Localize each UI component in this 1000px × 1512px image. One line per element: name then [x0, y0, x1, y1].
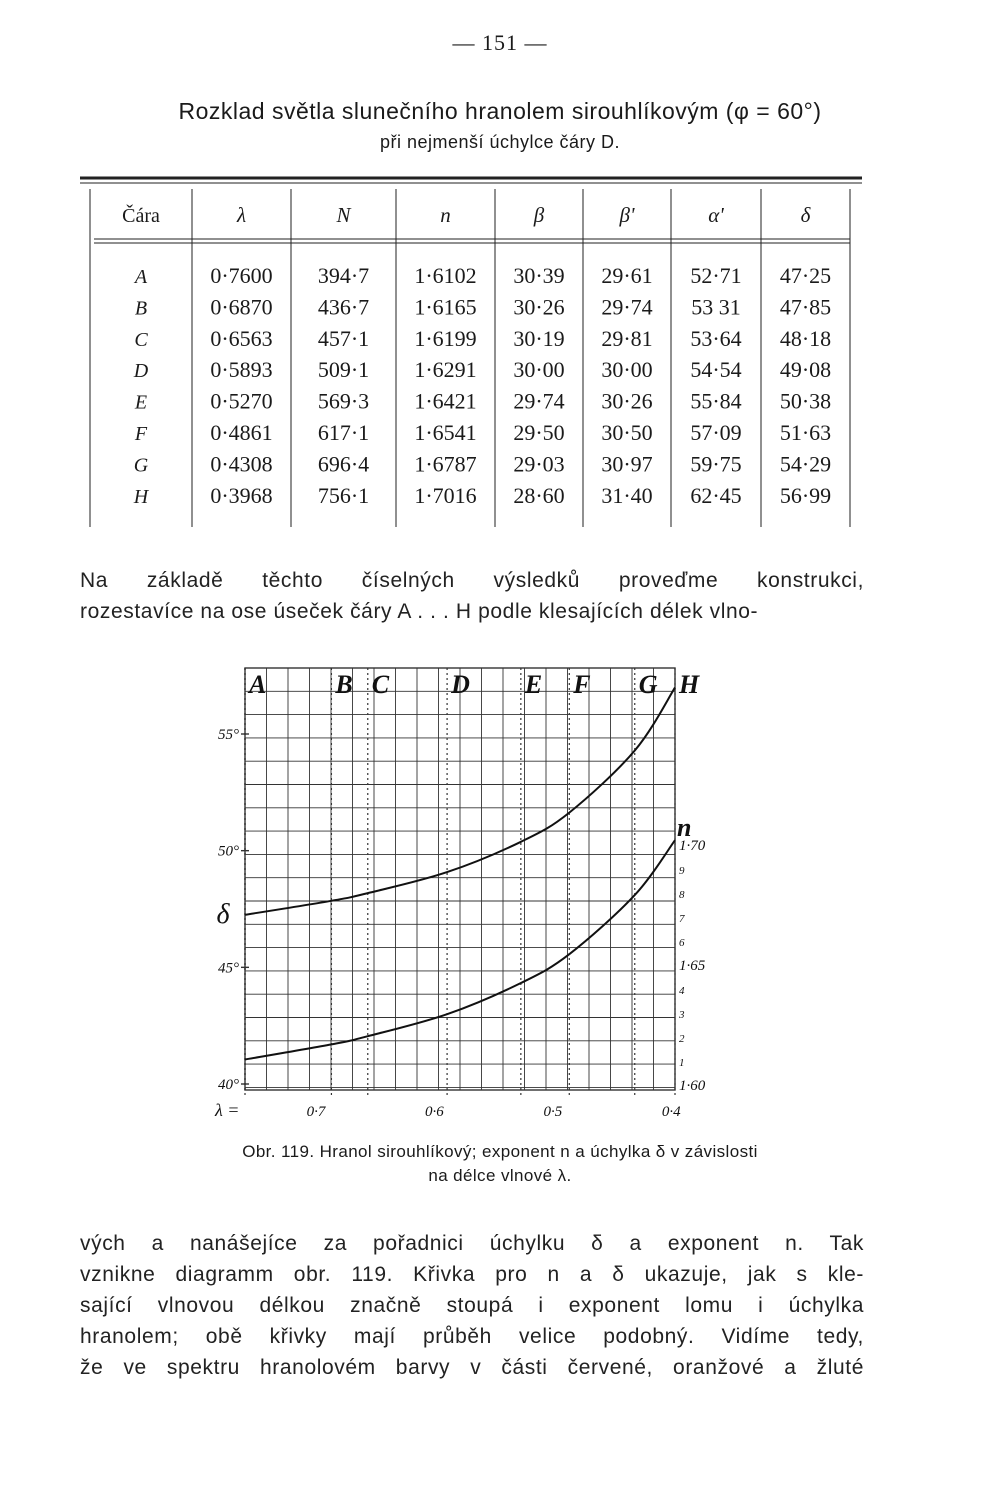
table-cell: 0·5893 [210, 357, 273, 383]
table-cell: 0·7600 [210, 263, 273, 288]
table-row-label: F [134, 423, 148, 445]
table-cell: 1·6291 [414, 357, 477, 383]
table-cell: 1·6165 [414, 294, 477, 320]
table-cell: 52·71 [690, 263, 742, 288]
figure-caption [110, 1140, 890, 1188]
table-cell: 30·00 [513, 357, 565, 383]
spectral-line-label: D [451, 670, 470, 699]
table-cell: 394·7 [317, 263, 370, 288]
table-cell: 696·4 [317, 451, 370, 477]
paragraph-2-line: hranolem; obě křivky mají průběh velice podobný. Vidíme tedy, [80, 1325, 864, 1348]
table-cell: 509·1 [317, 357, 370, 383]
data-table [80, 175, 862, 535]
paragraph-1-line: Na základě těchto číselných výsledků proveďme konstrukci, [80, 569, 864, 592]
paragraph-2-line: vznikne diagramm obr. 119. Křivka pro n a δ ukazuje, jak s kle- [80, 1263, 864, 1286]
table-row-label: E [134, 391, 148, 414]
table-cell: 57·09 [690, 420, 742, 445]
right-axis-tick-label: 8 [679, 889, 685, 901]
table-header-cell: N [336, 203, 351, 227]
table-header-cell: δ [800, 203, 811, 227]
table-cell: 30·00 [601, 357, 653, 383]
table-cell: 49·08 [779, 357, 832, 383]
right-axis-tick-label: 1·70 [679, 838, 706, 854]
table-cell: 30·26 [601, 388, 653, 414]
table-header-cell: n [440, 203, 451, 227]
table-cell: 31·40 [601, 482, 653, 508]
paragraph-1 [80, 565, 864, 627]
table-cell: 48·18 [779, 325, 832, 351]
table-cell: 569·3 [317, 388, 370, 414]
table-title: Rozklad světla slunečního hranolem sirouhlíkovým (φ = 60°) [178, 98, 822, 124]
paragraph-1-line: rozestavíce na ose úseček čáry A . . . H podle klesajících délek vlno- [80, 600, 759, 623]
bottom-axis-tick-label: 0·5 [543, 1104, 563, 1120]
table-cell: 51·63 [779, 420, 832, 445]
spectral-line-label: G [638, 670, 658, 699]
left-axis-tick-label: 40° [218, 1077, 239, 1093]
table-cell: 59·75 [690, 451, 742, 477]
table-cell: 55·84 [690, 388, 742, 414]
table-header-cell: β' [619, 203, 635, 227]
table-row-label: H [133, 485, 149, 508]
table-cell: 30·50 [601, 420, 653, 445]
table-cell: 756·1 [317, 482, 370, 508]
table-cell: 0·4861 [210, 420, 273, 445]
paragraph-2-line: sající vlnovou délkou značně stoupá i exponent lomu i úchylka [80, 1294, 864, 1317]
delta-axis-label: δ [216, 898, 230, 930]
left-axis-tick-label: 50° [218, 843, 239, 860]
right-axis-tick-label: 4 [679, 985, 685, 997]
table-subtitle: při nejmenší úchylce čáry D. [379, 132, 621, 152]
right-axis-tick-label: 1·60 [679, 1078, 706, 1094]
bottom-axis-tick-label: 0·7 [306, 1104, 326, 1120]
table-row-label: G [133, 454, 149, 477]
table-cell: 0·6563 [210, 325, 273, 351]
right-axis-tick-label: 1·65 [679, 958, 706, 974]
table-cell: 29·74 [513, 388, 565, 414]
spectral-line-label: E [524, 670, 543, 699]
figure-chart [190, 660, 730, 1130]
right-axis-tick-label: 7 [679, 913, 685, 925]
table-cell: 29·74 [601, 294, 653, 320]
table-cell: 1·6541 [414, 420, 477, 445]
table-cell: 1·6199 [414, 325, 477, 351]
table-header-cell: β [533, 203, 545, 227]
table-header-cell: α' [708, 203, 724, 227]
table-cell: 1·6102 [414, 263, 477, 288]
table-cell: 47·85 [779, 294, 832, 320]
table-cell: 50·38 [779, 388, 832, 414]
table-cell: 47·25 [779, 263, 832, 288]
table-cell: 28·60 [513, 482, 565, 508]
right-axis-tick-label: 2 [679, 1033, 685, 1045]
spectral-line-label: C [371, 670, 390, 699]
table-cell: 30·97 [601, 451, 653, 477]
table-row-label: A [134, 266, 148, 288]
n-axis-label: n [677, 813, 692, 842]
paragraph-2 [80, 1228, 864, 1383]
table-cell: 54·29 [779, 451, 832, 477]
table-cell: 617·1 [317, 420, 370, 445]
table-cell: 29·81 [601, 325, 653, 351]
caption-line: Obr. 119. Hranol sirouhlíkový; exponent n a úchylka δ v závislosti [242, 1142, 758, 1161]
table-row-label: D [133, 360, 149, 383]
right-axis-tick-label: 1 [679, 1057, 685, 1069]
spectral-line-label: F [573, 670, 591, 699]
lambda-axis-label: λ = [215, 1100, 240, 1120]
table-cell: 29·61 [601, 263, 653, 288]
right-axis-tick-label: 3 [679, 1009, 685, 1021]
table-cell: 0·6870 [210, 294, 273, 320]
table-cell: 29·50 [513, 420, 565, 445]
table-row-label: B [134, 297, 148, 320]
page-number: — 151 — [452, 30, 548, 55]
table-cell: 53·64 [690, 325, 742, 351]
table-cell: 1·7016 [414, 482, 477, 508]
paragraph-2-line: vých a nanášejíce za pořadnici úchylku δ a exponent n. Tak [80, 1232, 864, 1255]
table-cell: 0·5270 [210, 388, 273, 414]
table-cell: 0·3968 [210, 482, 273, 508]
left-axis-tick-label: 45° [218, 960, 239, 977]
table-header-cell: λ [236, 203, 247, 227]
spectral-line-label: B [335, 670, 353, 699]
table-header-cell: Čára [122, 205, 160, 227]
table-cell: 62·45 [690, 482, 742, 508]
paragraph-2-line: že ve spektru hranolovém barvy v části červené, oranžové a žluté [80, 1356, 864, 1379]
bottom-axis-tick-label: 0·6 [425, 1104, 444, 1120]
spectral-line-label: A [249, 670, 267, 699]
table-cell: 436·7 [317, 294, 370, 320]
left-axis-tick-label: 55° [218, 727, 239, 743]
table-cell: 0·4308 [210, 451, 273, 477]
table-cell: 30·19 [513, 325, 565, 351]
right-axis-tick-label: 9 [679, 865, 685, 877]
table-cell: 29·03 [513, 451, 565, 477]
table-cell: 30·26 [513, 294, 565, 320]
table-cell: 457·1 [317, 325, 370, 351]
table-cell: 30·39 [513, 263, 565, 288]
spectral-line-label: H [679, 670, 700, 699]
table-cell: 54·54 [690, 357, 742, 383]
table-cell: 1·6421 [414, 388, 477, 414]
table-cell: 1·6787 [414, 451, 477, 477]
caption-line: na délce vlnové λ. [428, 1166, 572, 1185]
bottom-axis-tick-label: 0·4 [661, 1104, 681, 1120]
table-cell: 53 31 [691, 294, 741, 320]
table-row-label: C [134, 328, 148, 351]
table-cell: 56·99 [779, 482, 832, 508]
right-axis-tick-label: 6 [679, 937, 685, 949]
